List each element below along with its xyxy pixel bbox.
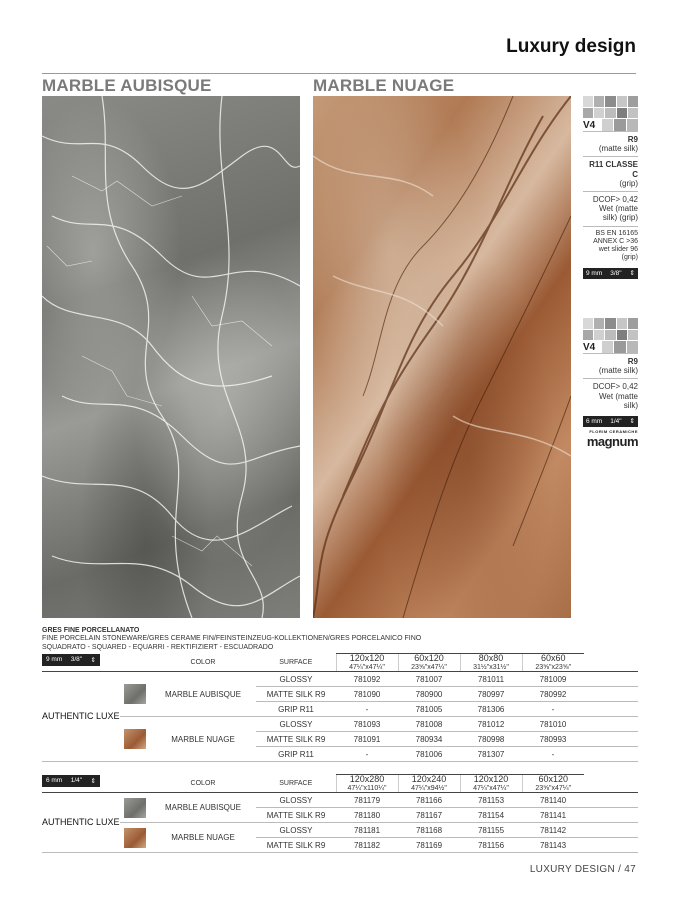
thickness-arrows-icon: ⇕ xyxy=(90,656,96,664)
thickness-tag: 9 mm 3/8" ⇕ xyxy=(42,654,100,666)
color-mosaic xyxy=(583,96,638,118)
format-header: 60x120 23⅝"x47¼" xyxy=(522,775,584,793)
marble-nuage-photo xyxy=(313,96,571,618)
table-row: MATTE SILK R9 781091 780934 780998 780993 xyxy=(42,732,638,747)
table-row: GRIP R11 - 781006 781307 - xyxy=(42,747,638,762)
thickness-arrows-icon: ⇕ xyxy=(629,417,635,425)
spec-column-6mm xyxy=(583,318,638,450)
variation-code: V4 xyxy=(583,341,596,353)
variation-mosaic xyxy=(602,341,638,353)
variation-code: V4 xyxy=(583,119,596,131)
col-surface: SURFACE xyxy=(256,654,336,672)
product-name-nuage: MARBLE NUAGE xyxy=(313,76,455,95)
table-row: MATTE SILK R9 781182 781169 781156 781143 xyxy=(42,838,638,853)
format-header: 60x60 23⅝"x23⅝" xyxy=(522,654,584,672)
thickness-arrows-icon: ⇕ xyxy=(90,777,96,785)
color-name: MARBLE AUBISQUE xyxy=(150,793,256,823)
product-name-aubisque: MARBLE AUBISQUE xyxy=(42,76,212,95)
swatch-nuage xyxy=(124,729,146,749)
swatch-nuage xyxy=(124,828,146,848)
table-row: MARBLE NUAGE GLOSSY 781181 781168 781155 781142 xyxy=(42,823,638,838)
variation-mosaic xyxy=(602,119,638,131)
format-header: 60x120 23⅝"x47¼" xyxy=(398,654,460,672)
swatch-aubisque xyxy=(124,684,146,704)
gres-description: GRES FINE PORCELLANATO FINE PORCELAIN STONEWARE/GRES CERAME FIN/FEINSTEINZEUG-KOLLEKTIONEN/GRES PORCELANICO FINO SQUADRATO - SQUARED - EQUARRI - REKTIFIZIERT - ESCUADRADO xyxy=(42,627,422,651)
table-row: MATTE SILK R9 781180 781167 781154 781141 xyxy=(42,808,638,823)
format-header: 80x80 31½"x31½" xyxy=(460,654,522,672)
color-name: MARBLE AUBISQUE xyxy=(150,672,256,717)
spec-line: BS EN 16165 ANNEX C >36 wet slider 96 (grip) xyxy=(583,226,638,265)
col-surface: SURFACE xyxy=(256,775,336,793)
col-color: COLOR xyxy=(150,775,256,793)
table-row: GRIP R11 - 781005 781306 - xyxy=(42,702,638,717)
marble-aubisque-photo xyxy=(42,96,300,618)
spec-line: R9 (matte silk) xyxy=(583,131,638,156)
swatch-aubisque xyxy=(124,798,146,818)
collection-name: AUTHENTIC LUXE xyxy=(42,793,120,853)
thickness-arrows-icon: ⇕ xyxy=(629,269,635,277)
table-row: MATTE SILK R9 781090 780900 780997 780992 xyxy=(42,687,638,702)
thickness-tag: 6 mm 1/4" ⇕ xyxy=(583,416,638,427)
brand-logo: FLORIM CERAMICHE magnum xyxy=(586,429,638,449)
table-row: MARBLE NUAGE GLOSSY 781093 781008 781012 781010 xyxy=(42,717,638,732)
page-footer: LUXURY DESIGN / 47 xyxy=(529,864,636,875)
format-header: 120x120 47¼"x47¼" xyxy=(460,775,522,793)
spec-column-9mm xyxy=(583,96,638,279)
format-header: 120x240 47¼"x94½" xyxy=(398,775,460,793)
table-row: AUTHENTIC LUXE MARBLE AUBISQUE GLOSSY 781092 781007 781011 781009 xyxy=(42,672,638,687)
spec-line: DCOF> 0,42 Wet (matte silk) (grip) xyxy=(583,191,638,226)
format-header: 120x280 47¼"x110¼" xyxy=(336,775,398,793)
spec-line: R11 CLASSE C (grip) xyxy=(583,156,638,191)
codes-table-6mm xyxy=(42,774,638,853)
collection-name: AUTHENTIC LUXE xyxy=(42,672,120,762)
color-name: MARBLE NUAGE xyxy=(150,823,256,853)
color-name: MARBLE NUAGE xyxy=(150,717,256,762)
table-row: AUTHENTIC LUXE MARBLE AUBISQUE GLOSSY 781179 781166 781153 781140 xyxy=(42,793,638,808)
codes-table-9mm xyxy=(42,653,638,762)
format-header: 120x120 47¼"x47¼" xyxy=(336,654,398,672)
col-color: COLOR xyxy=(150,654,256,672)
thickness-tag: 6 mm 1/4" ⇕ xyxy=(42,775,100,787)
page-header-title: Luxury design xyxy=(506,36,636,57)
header-rule xyxy=(42,73,636,74)
thickness-tag: 9 mm 3/8" ⇕ xyxy=(583,268,638,279)
spec-line: DCOF> 0,42 Wet (matte silk) xyxy=(583,378,638,413)
spec-line: R9 (matte silk) xyxy=(583,353,638,378)
color-mosaic xyxy=(583,318,638,340)
